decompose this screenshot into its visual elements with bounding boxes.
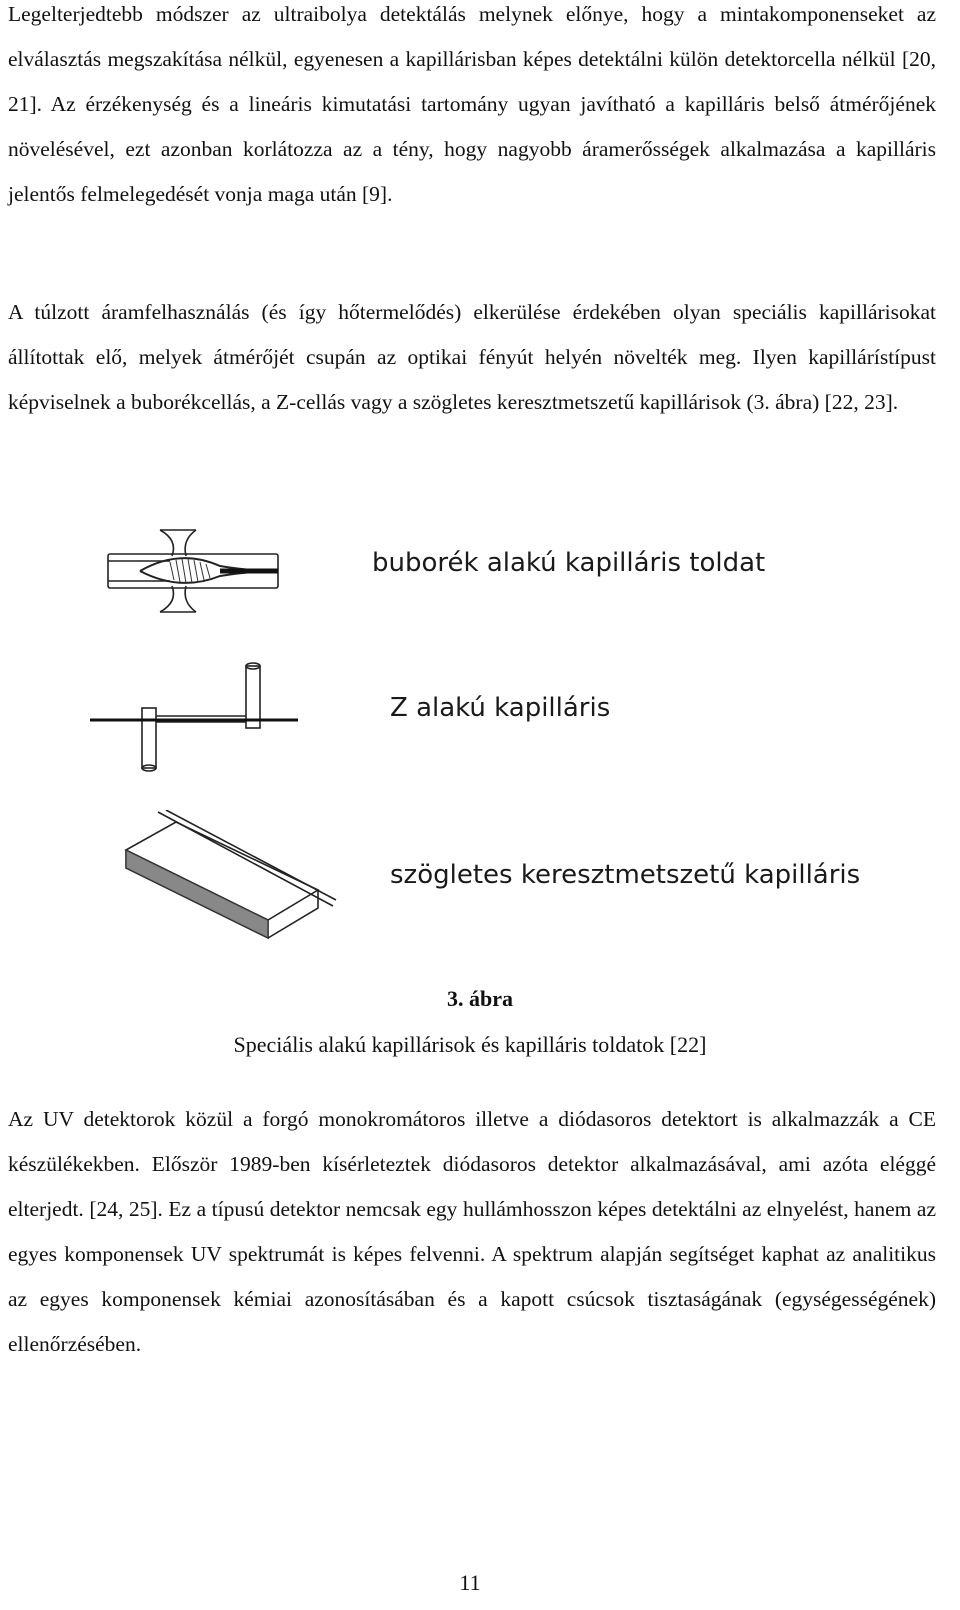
paragraph-1: Legelterjedtebb módszer az ultraibolya detektálás melynek előnye, hogy a mintakomponenseket az elválasztás megszakítása nélkül, egyenesen a kapillárisban képes detektálni külön detektorcella nélkül [20, 21]. Az érzékenység és a lineáris kimutatási tartomány ugyan javítható a kapilláris belső átmérőjének növelésével, ezt azonban korlátozza az a tény, hogy nagyobb áramerősségek alkalmazása a kapilláris jelentős felmelegedését vonja maga után [9].: [8, 2, 936, 206]
square-capillary-label: szögletes keresztmetszetű kapilláris: [390, 860, 861, 890]
z-capillary-label: Z alakú kapilláris: [390, 693, 611, 723]
bubble-capillary-label: buborék alakú kapilláris toldat: [372, 548, 766, 578]
paragraph-2: A túlzott áramfelhasználás (és így hőtermelődés) elkerülése érdekében olyan speciális kapillárisokat állítottak elő, melyek átmérőjét csupán az optikai fényút helyén növelték meg. Ilyen kapillárístípust képviselnek a buborékcellás, a Z-cellás vagy a szögletes keresztmetszetű kapillárisok (3. ábra) [22, 23].: [8, 300, 936, 414]
page-number: 11: [459, 1570, 481, 1595]
z-capillary-drawing: [88, 660, 308, 780]
square-capillary-drawing: [118, 810, 338, 960]
figure-3: [0, 520, 960, 970]
paragraph-3: Az UV detektorok közül a forgó monokromátoros illetve a diódasoros detektort is alkalmazzák a CE készülékekben. Először 1989-ben kísérleteztek diódasoros detektor alkalmazásával, ami azóta eléggé elterjedt. [24, 25]. Ez a típusú detektor nemcsak egy hullámhosszon képes detektálni az elnyelést, hanem az egyes komponensek UV spektrumát is képes felvenni. A spektrum alapján segítséget kaphat az analitikus az egyes komponensek kémiai azonosításában és a kapott csúcsok tisztaságának (egységességének) ellenőrzésében.: [8, 1107, 936, 1356]
bubble-capillary-drawing: [100, 526, 290, 616]
figure-caption: Speciális alakú kapillárisok és kapilláris toldatok [22]: [233, 1032, 707, 1057]
figure-number: 3. ábra: [447, 986, 513, 1011]
